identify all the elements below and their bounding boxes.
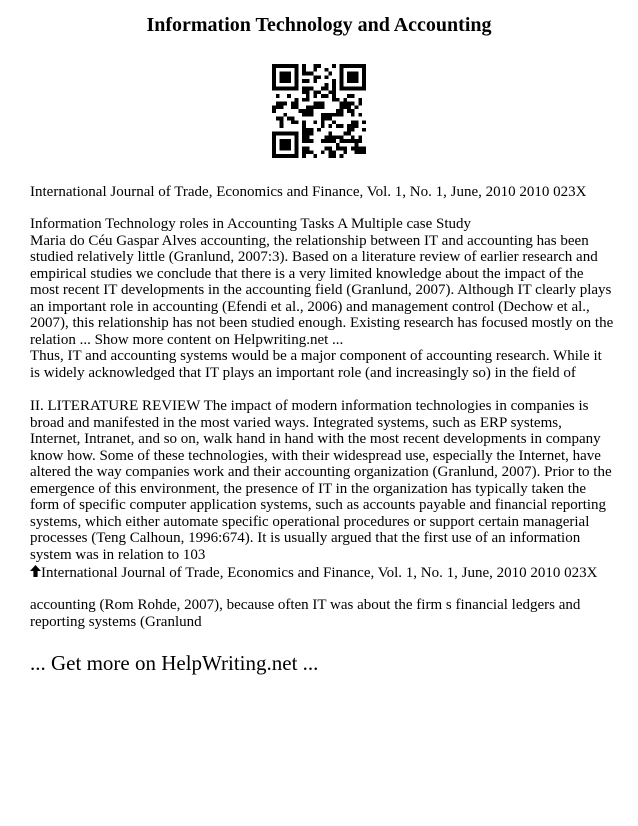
article-subtitle: Information Technology roles in Accounting Tasks A Multiple case Study: [30, 216, 472, 232]
journal-citation-text: International Journal of Trade, Economics and Finance, Vol. 1, No. 1, June, 2010 2010 023X: [41, 565, 598, 581]
journal-citation: International Journal of Trade, Economics and Finance, Vol. 1, No. 1, June, 2010 2010 023X: [30, 184, 587, 200]
up-arrow-icon: [30, 565, 41, 582]
literature-review-block: [30, 398, 615, 563]
continuation-paragraph: Thus, IT and accounting systems would be a major component of accounting research. While it is widely acknowledged that IT plays an important role (and increasingly so) in the field of: [30, 348, 602, 381]
abstract-paragraph: Maria do Céu Gaspar Alves accounting, the relationship between IT and accounting has been studied relatively little (Granlund, 2007:3). Based on a literature review of earlier research and empirical studies we conclude that there is a very limited knowledge about the impact of the most recent IT developments in the accounting field (Granlund, 2007). Although IT clearly plays an important role in accounting (Efendi et al., 2006) and management control (Dechow et al., 2007), this relationship has not been studied enough. Existing research has focused mostly on the relation ... Show more content on Helpwriting.net ...: [30, 232, 614, 348]
literature-review-paragraph: II. LITERATURE REVIEW The impact of modern information technologies in companies is broad and manifested in the most varied ways. Integrated systems, such as ERP systems, Internet, Intranet, and so on, walk hand in hand with the most recent developments in company know how. Some of these technologies, with their widespread use, especially the Internet, have altered the way companies work and their accounting organization (Granlund, 2007). Prior to the emergence of this environment, the presence of IT in the organization has typically taken the form of specific computer application systems, such as accounts payable and financial reporting systems, which either automate specific operational procedures or support certain managerial processes (Teng Calhoun, 1996:674). It is usually argued that the first use of an information system was in relation to 103: [30, 398, 612, 563]
tail-paragraph: accounting (Rom Rohde, 2007), because often IT was about the firm s financial ledgers and reporting systems (Granlund: [30, 597, 581, 630]
article-abstract-block: [30, 216, 615, 381]
qr-code-icon: [272, 64, 366, 158]
document-title: Information Technology and Accounting: [146, 14, 492, 36]
journal-citation-repeat: [30, 565, 615, 582]
get-more-link[interactable]: ... Get more on HelpWriting.net ...: [30, 651, 319, 675]
